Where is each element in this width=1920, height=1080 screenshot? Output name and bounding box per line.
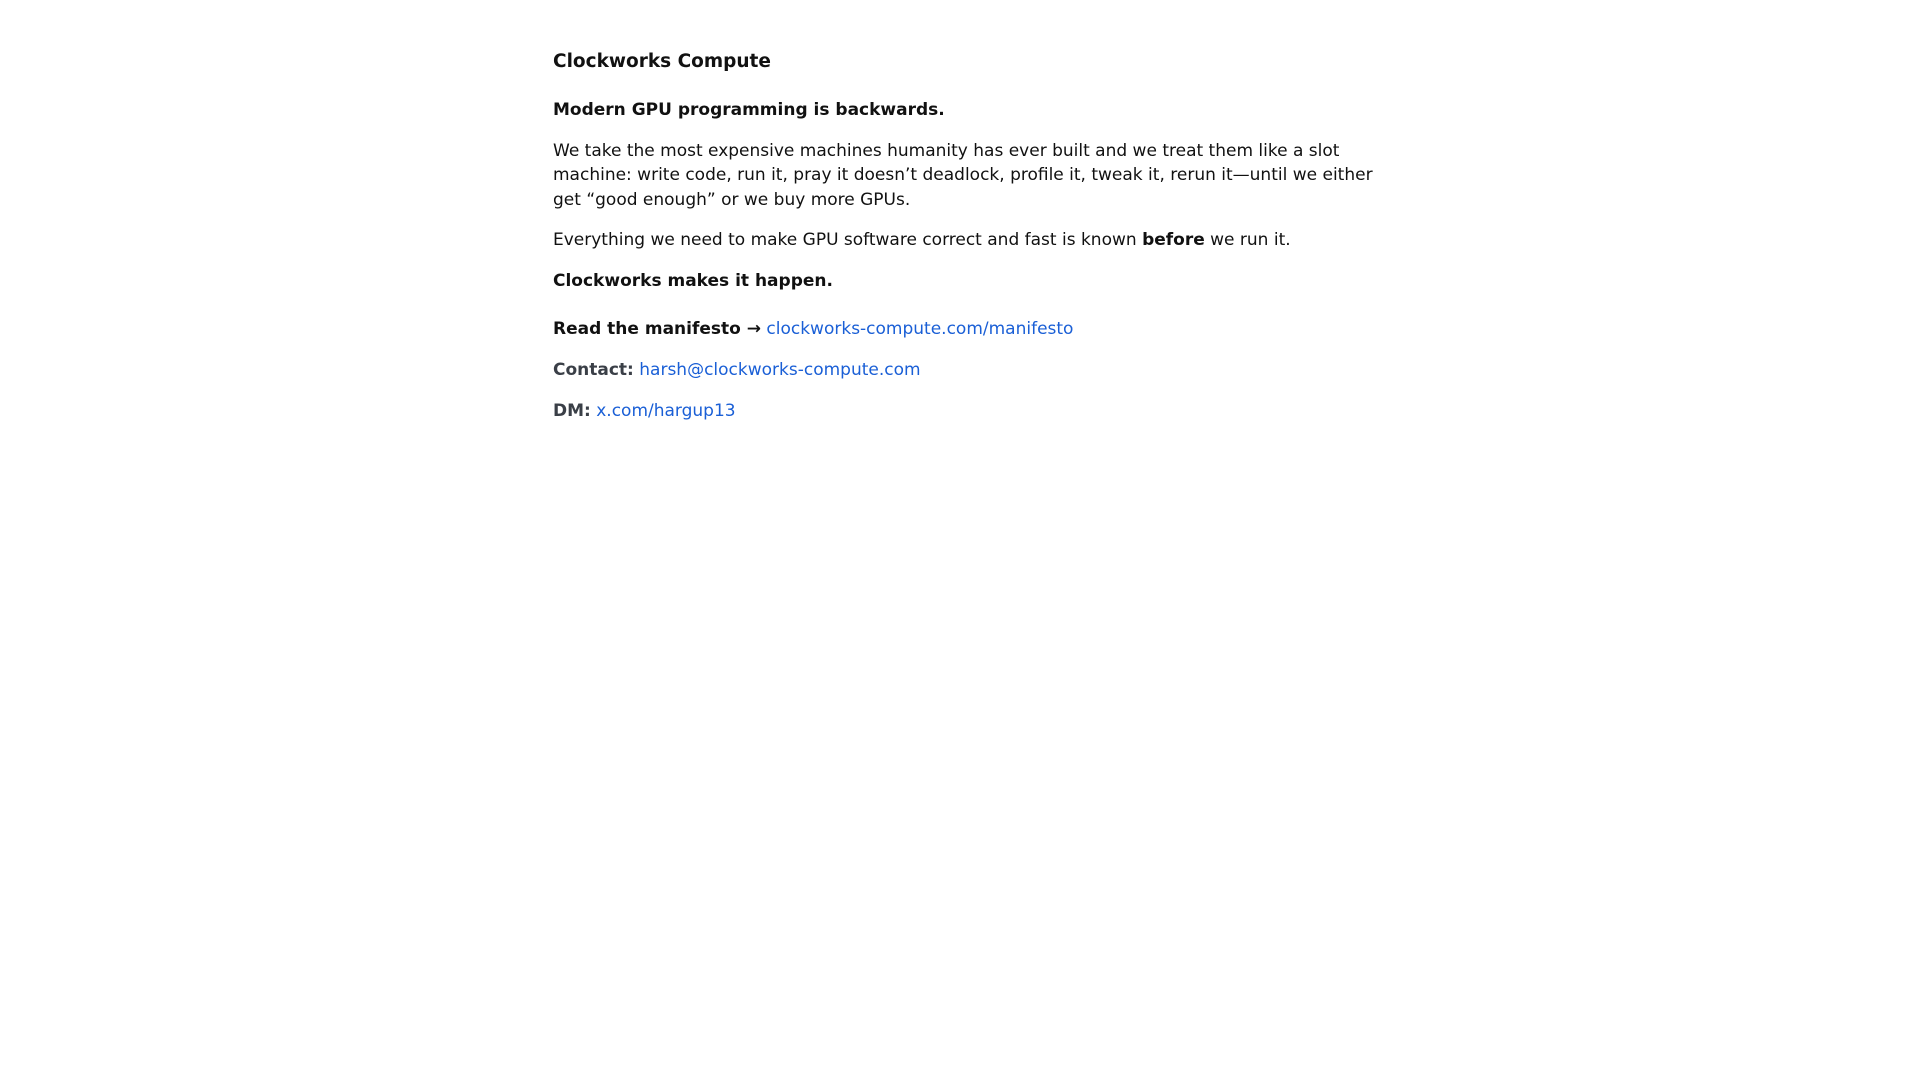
links-section: [553, 317, 1393, 423]
dm-row: [553, 399, 1393, 423]
manifesto-row: [553, 317, 1393, 341]
contact-email-link[interactable]: harsh@clockworks-compute.com: [639, 359, 921, 380]
contact-label: Contact:: [553, 359, 634, 380]
dm-link[interactable]: x.com/hargup13: [596, 400, 736, 421]
manifesto-label: Read the manifesto →: [553, 318, 761, 339]
known-prefix: Everything we need to make GPU software correct and fast is known: [553, 230, 1143, 251]
intro-paragraph: We take the most expensive machines humanity has ever built and we treat them like a slot machine: write code, run it, pray it doesn’t deadlock, profile it, tweak it, rerun it—until we either get “good enough” or we buy more GPUs.: [553, 140, 1373, 210]
manifesto-link[interactable]: clockworks-compute.com/manifesto: [766, 318, 1074, 339]
headline: Modern GPU programming is backwards.: [553, 100, 945, 120]
known-emphasis: before: [1142, 230, 1205, 251]
known-suffix: we run it.: [1204, 230, 1291, 251]
known-before-paragraph: [553, 228, 1393, 253]
dm-label: DM:: [553, 400, 591, 421]
closing-statement: Clockworks makes it happen.: [553, 270, 833, 291]
site-title: Clockworks Compute: [553, 51, 771, 72]
main-content: [553, 51, 1393, 440]
contact-row: [553, 358, 1393, 382]
